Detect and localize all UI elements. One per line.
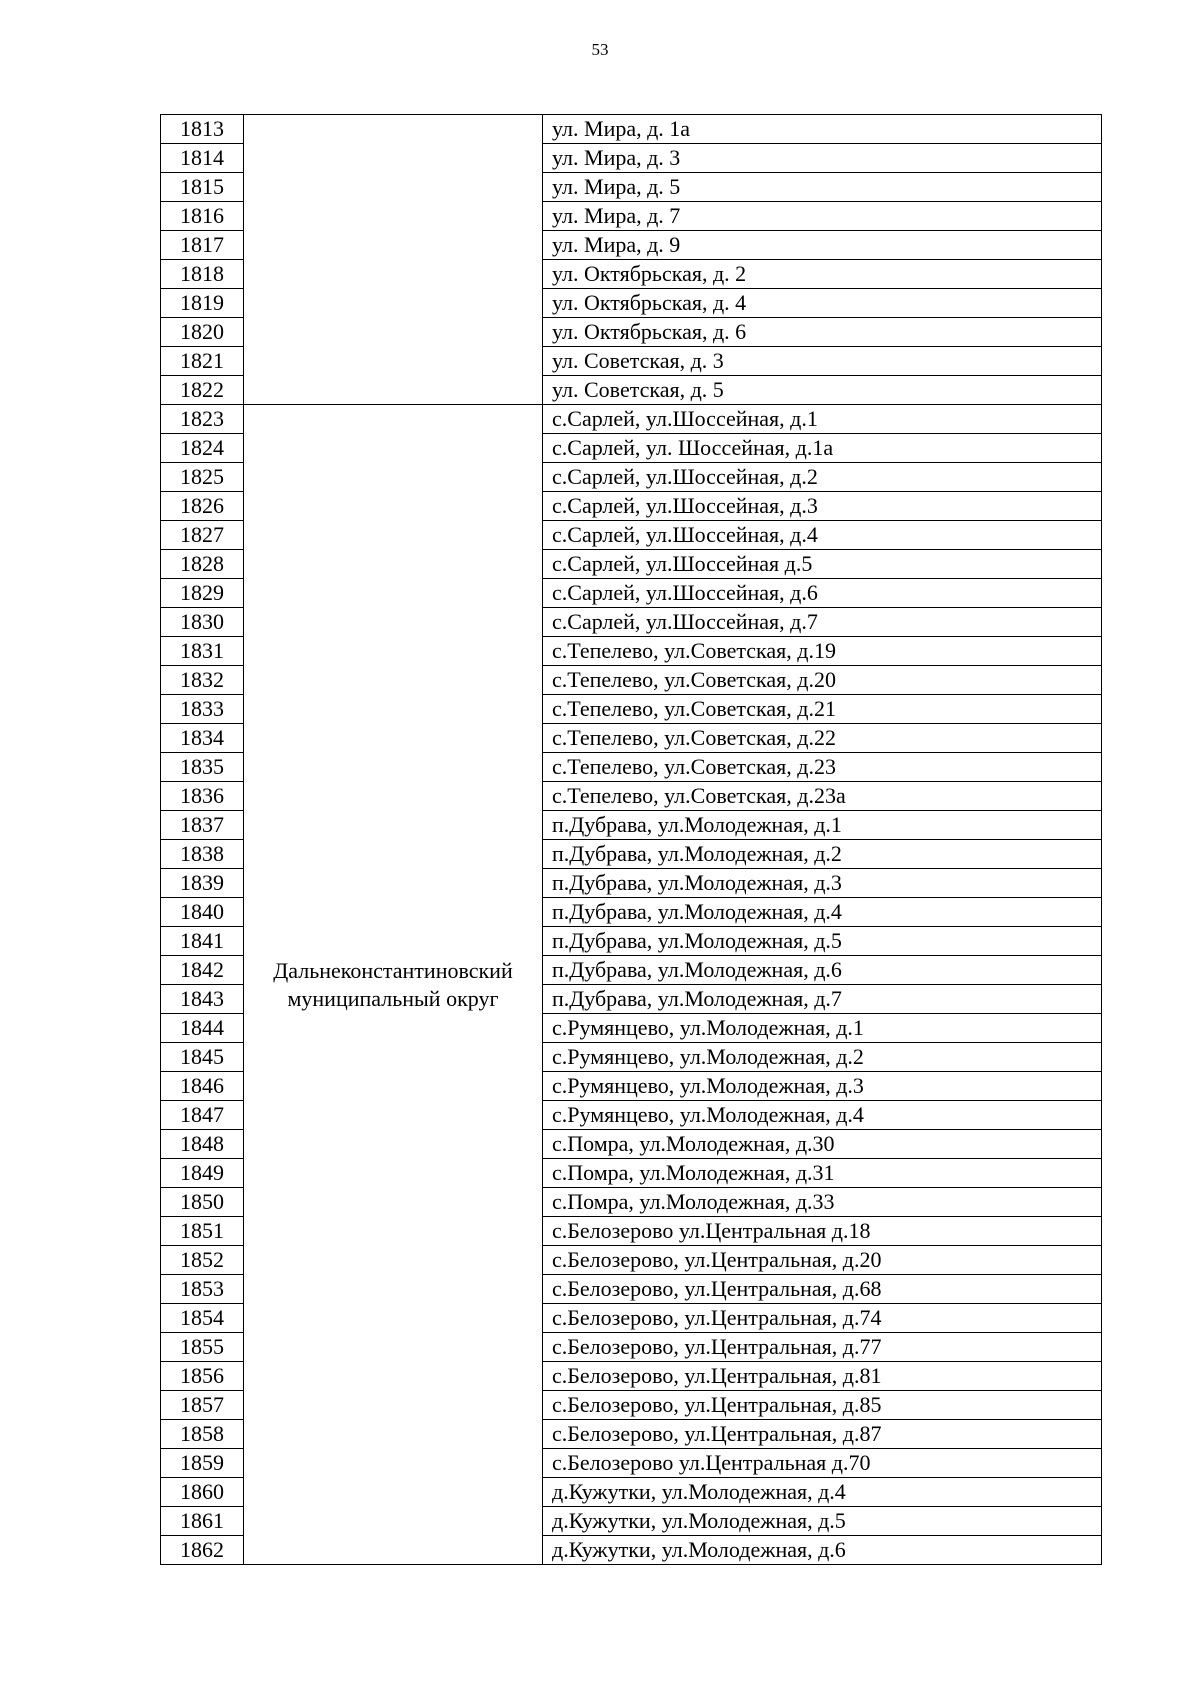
row-number: 1828	[161, 550, 244, 579]
row-number: 1858	[161, 1420, 244, 1449]
address-cell: п.Дубрава, ул.Молодежная, д.2	[543, 840, 1102, 869]
district-cell	[244, 405, 543, 1565]
row-number: 1833	[161, 695, 244, 724]
row-number: 1846	[161, 1072, 244, 1101]
address-cell: ул. Советская, д. 3	[543, 347, 1102, 376]
row-number: 1843	[161, 985, 244, 1014]
address-cell: ул. Октябрьская, д. 4	[543, 289, 1102, 318]
address-cell: с.Тепелево, ул.Советская, д.23	[543, 753, 1102, 782]
address-cell: с.Румянцево, ул.Молодежная, д.2	[543, 1043, 1102, 1072]
row-number: 1855	[161, 1333, 244, 1362]
address-table-body	[161, 115, 1102, 1565]
row-number: 1816	[161, 202, 244, 231]
row-number: 1861	[161, 1507, 244, 1536]
row-number: 1825	[161, 463, 244, 492]
row-number: 1826	[161, 492, 244, 521]
address-cell: п.Дубрава, ул.Молодежная, д.3	[543, 869, 1102, 898]
address-cell: с.Белозерово, ул.Центральная, д.87	[543, 1420, 1102, 1449]
address-cell: д.Кужутки, ул.Молодежная, д.6	[543, 1536, 1102, 1565]
row-number: 1823	[161, 405, 244, 434]
address-cell: с.Белозерово, ул.Центральная, д.85	[543, 1391, 1102, 1420]
row-number: 1834	[161, 724, 244, 753]
address-cell: с.Сарлей, ул.Шоссейная, д.2	[543, 463, 1102, 492]
address-cell: п.Дубрава, ул.Молодежная, д.7	[543, 985, 1102, 1014]
address-cell: с.Сарлей, ул.Шоссейная, д.1	[543, 405, 1102, 434]
address-cell: с.Тепелево, ул.Советская, д.20	[543, 666, 1102, 695]
row-number: 1818	[161, 260, 244, 289]
address-table	[160, 114, 1102, 1565]
table-row	[161, 115, 1102, 144]
address-cell: с.Тепелево, ул.Советская, д.21	[543, 695, 1102, 724]
row-number: 1839	[161, 869, 244, 898]
district-name-line2: муниципальный округ	[287, 985, 499, 1011]
row-number: 1854	[161, 1304, 244, 1333]
row-number: 1824	[161, 434, 244, 463]
district-name-line1: Дальнеконстантиновский	[273, 957, 513, 983]
address-cell: п.Дубрава, ул.Молодежная, д.4	[543, 898, 1102, 927]
row-number: 1838	[161, 840, 244, 869]
row-number: 1840	[161, 898, 244, 927]
address-cell: п.Дубрава, ул.Молодежная, д.6	[543, 956, 1102, 985]
row-number: 1841	[161, 927, 244, 956]
address-cell: с.Тепелево, ул.Советская, д.23а	[543, 782, 1102, 811]
row-number: 1819	[161, 289, 244, 318]
row-number: 1817	[161, 231, 244, 260]
address-cell: с.Белозерово, ул.Центральная, д.68	[543, 1275, 1102, 1304]
row-number: 1848	[161, 1130, 244, 1159]
row-number: 1830	[161, 608, 244, 637]
row-number: 1837	[161, 811, 244, 840]
address-cell: с.Белозерово, ул.Центральная, д.81	[543, 1362, 1102, 1391]
address-cell: д.Кужутки, ул.Молодежная, д.4	[543, 1478, 1102, 1507]
row-number: 1844	[161, 1014, 244, 1043]
address-cell: с.Белозерово ул.Центральная д.70	[543, 1449, 1102, 1478]
row-number: 1847	[161, 1101, 244, 1130]
address-cell: ул. Мира, д. 9	[543, 231, 1102, 260]
address-cell: п.Дубрава, ул.Молодежная, д.1	[543, 811, 1102, 840]
row-number: 1836	[161, 782, 244, 811]
row-number: 1832	[161, 666, 244, 695]
address-cell: с.Румянцево, ул.Молодежная, д.3	[543, 1072, 1102, 1101]
address-cell: с.Белозерово ул.Центральная д.18	[543, 1217, 1102, 1246]
row-number: 1822	[161, 376, 244, 405]
address-cell: ул. Октябрьская, д. 6	[543, 318, 1102, 347]
page-number: 53	[591, 40, 609, 59]
address-cell: с.Сарлей, ул. Шоссейная, д.1а	[543, 434, 1102, 463]
row-number: 1821	[161, 347, 244, 376]
row-number: 1829	[161, 579, 244, 608]
row-number: 1851	[161, 1217, 244, 1246]
row-number: 1859	[161, 1449, 244, 1478]
row-number: 1849	[161, 1159, 244, 1188]
row-number: 1845	[161, 1043, 244, 1072]
row-number: 1814	[161, 144, 244, 173]
address-cell: с.Румянцево, ул.Молодежная, д.4	[543, 1101, 1102, 1130]
address-cell: ул. Советская, д. 5	[543, 376, 1102, 405]
row-number: 1860	[161, 1478, 244, 1507]
row-number: 1831	[161, 637, 244, 666]
address-cell: с.Сарлей, ул.Шоссейная, д.7	[543, 608, 1102, 637]
row-number: 1835	[161, 753, 244, 782]
address-cell: с.Сарлей, ул.Шоссейная, д.3	[543, 492, 1102, 521]
address-cell: с.Сарлей, ул.Шоссейная, д.4	[543, 521, 1102, 550]
address-cell: с.Белозерово, ул.Центральная, д.74	[543, 1304, 1102, 1333]
row-number: 1857	[161, 1391, 244, 1420]
address-cell: с.Помра, ул.Молодежная, д.33	[543, 1188, 1102, 1217]
row-number: 1820	[161, 318, 244, 347]
row-number: 1813	[161, 115, 244, 144]
address-cell: с.Помра, ул.Молодежная, д.31	[543, 1159, 1102, 1188]
address-cell: ул. Октябрьская, д. 2	[543, 260, 1102, 289]
address-cell: с.Помра, ул.Молодежная, д.30	[543, 1130, 1102, 1159]
address-cell: с.Сарлей, ул.Шоссейная д.5	[543, 550, 1102, 579]
address-cell: с.Тепелево, ул.Советская, д.22	[543, 724, 1102, 753]
address-cell: с.Румянцево, ул.Молодежная, д.1	[543, 1014, 1102, 1043]
row-number: 1842	[161, 956, 244, 985]
address-cell: ул. Мира, д. 5	[543, 173, 1102, 202]
address-cell: ул. Мира, д. 7	[543, 202, 1102, 231]
row-number: 1850	[161, 1188, 244, 1217]
row-number: 1862	[161, 1536, 244, 1565]
address-cell: п.Дубрава, ул.Молодежная, д.5	[543, 927, 1102, 956]
district-cell-previous	[244, 115, 543, 405]
address-cell: ул. Мира, д. 1а	[543, 115, 1102, 144]
address-cell: с.Тепелево, ул.Советская, д.19	[543, 637, 1102, 666]
row-number: 1852	[161, 1246, 244, 1275]
address-cell: д.Кужутки, ул.Молодежная, д.5	[543, 1507, 1102, 1536]
row-number: 1827	[161, 521, 244, 550]
row-number: 1815	[161, 173, 244, 202]
table-row	[161, 405, 1102, 434]
address-cell: ул. Мира, д. 3	[543, 144, 1102, 173]
row-number: 1856	[161, 1362, 244, 1391]
row-number: 1853	[161, 1275, 244, 1304]
address-cell: с.Белозерово, ул.Центральная, д.77	[543, 1333, 1102, 1362]
address-cell: с.Белозерово, ул.Центральная, д.20	[543, 1246, 1102, 1275]
address-cell: с.Сарлей, ул.Шоссейная, д.6	[543, 579, 1102, 608]
